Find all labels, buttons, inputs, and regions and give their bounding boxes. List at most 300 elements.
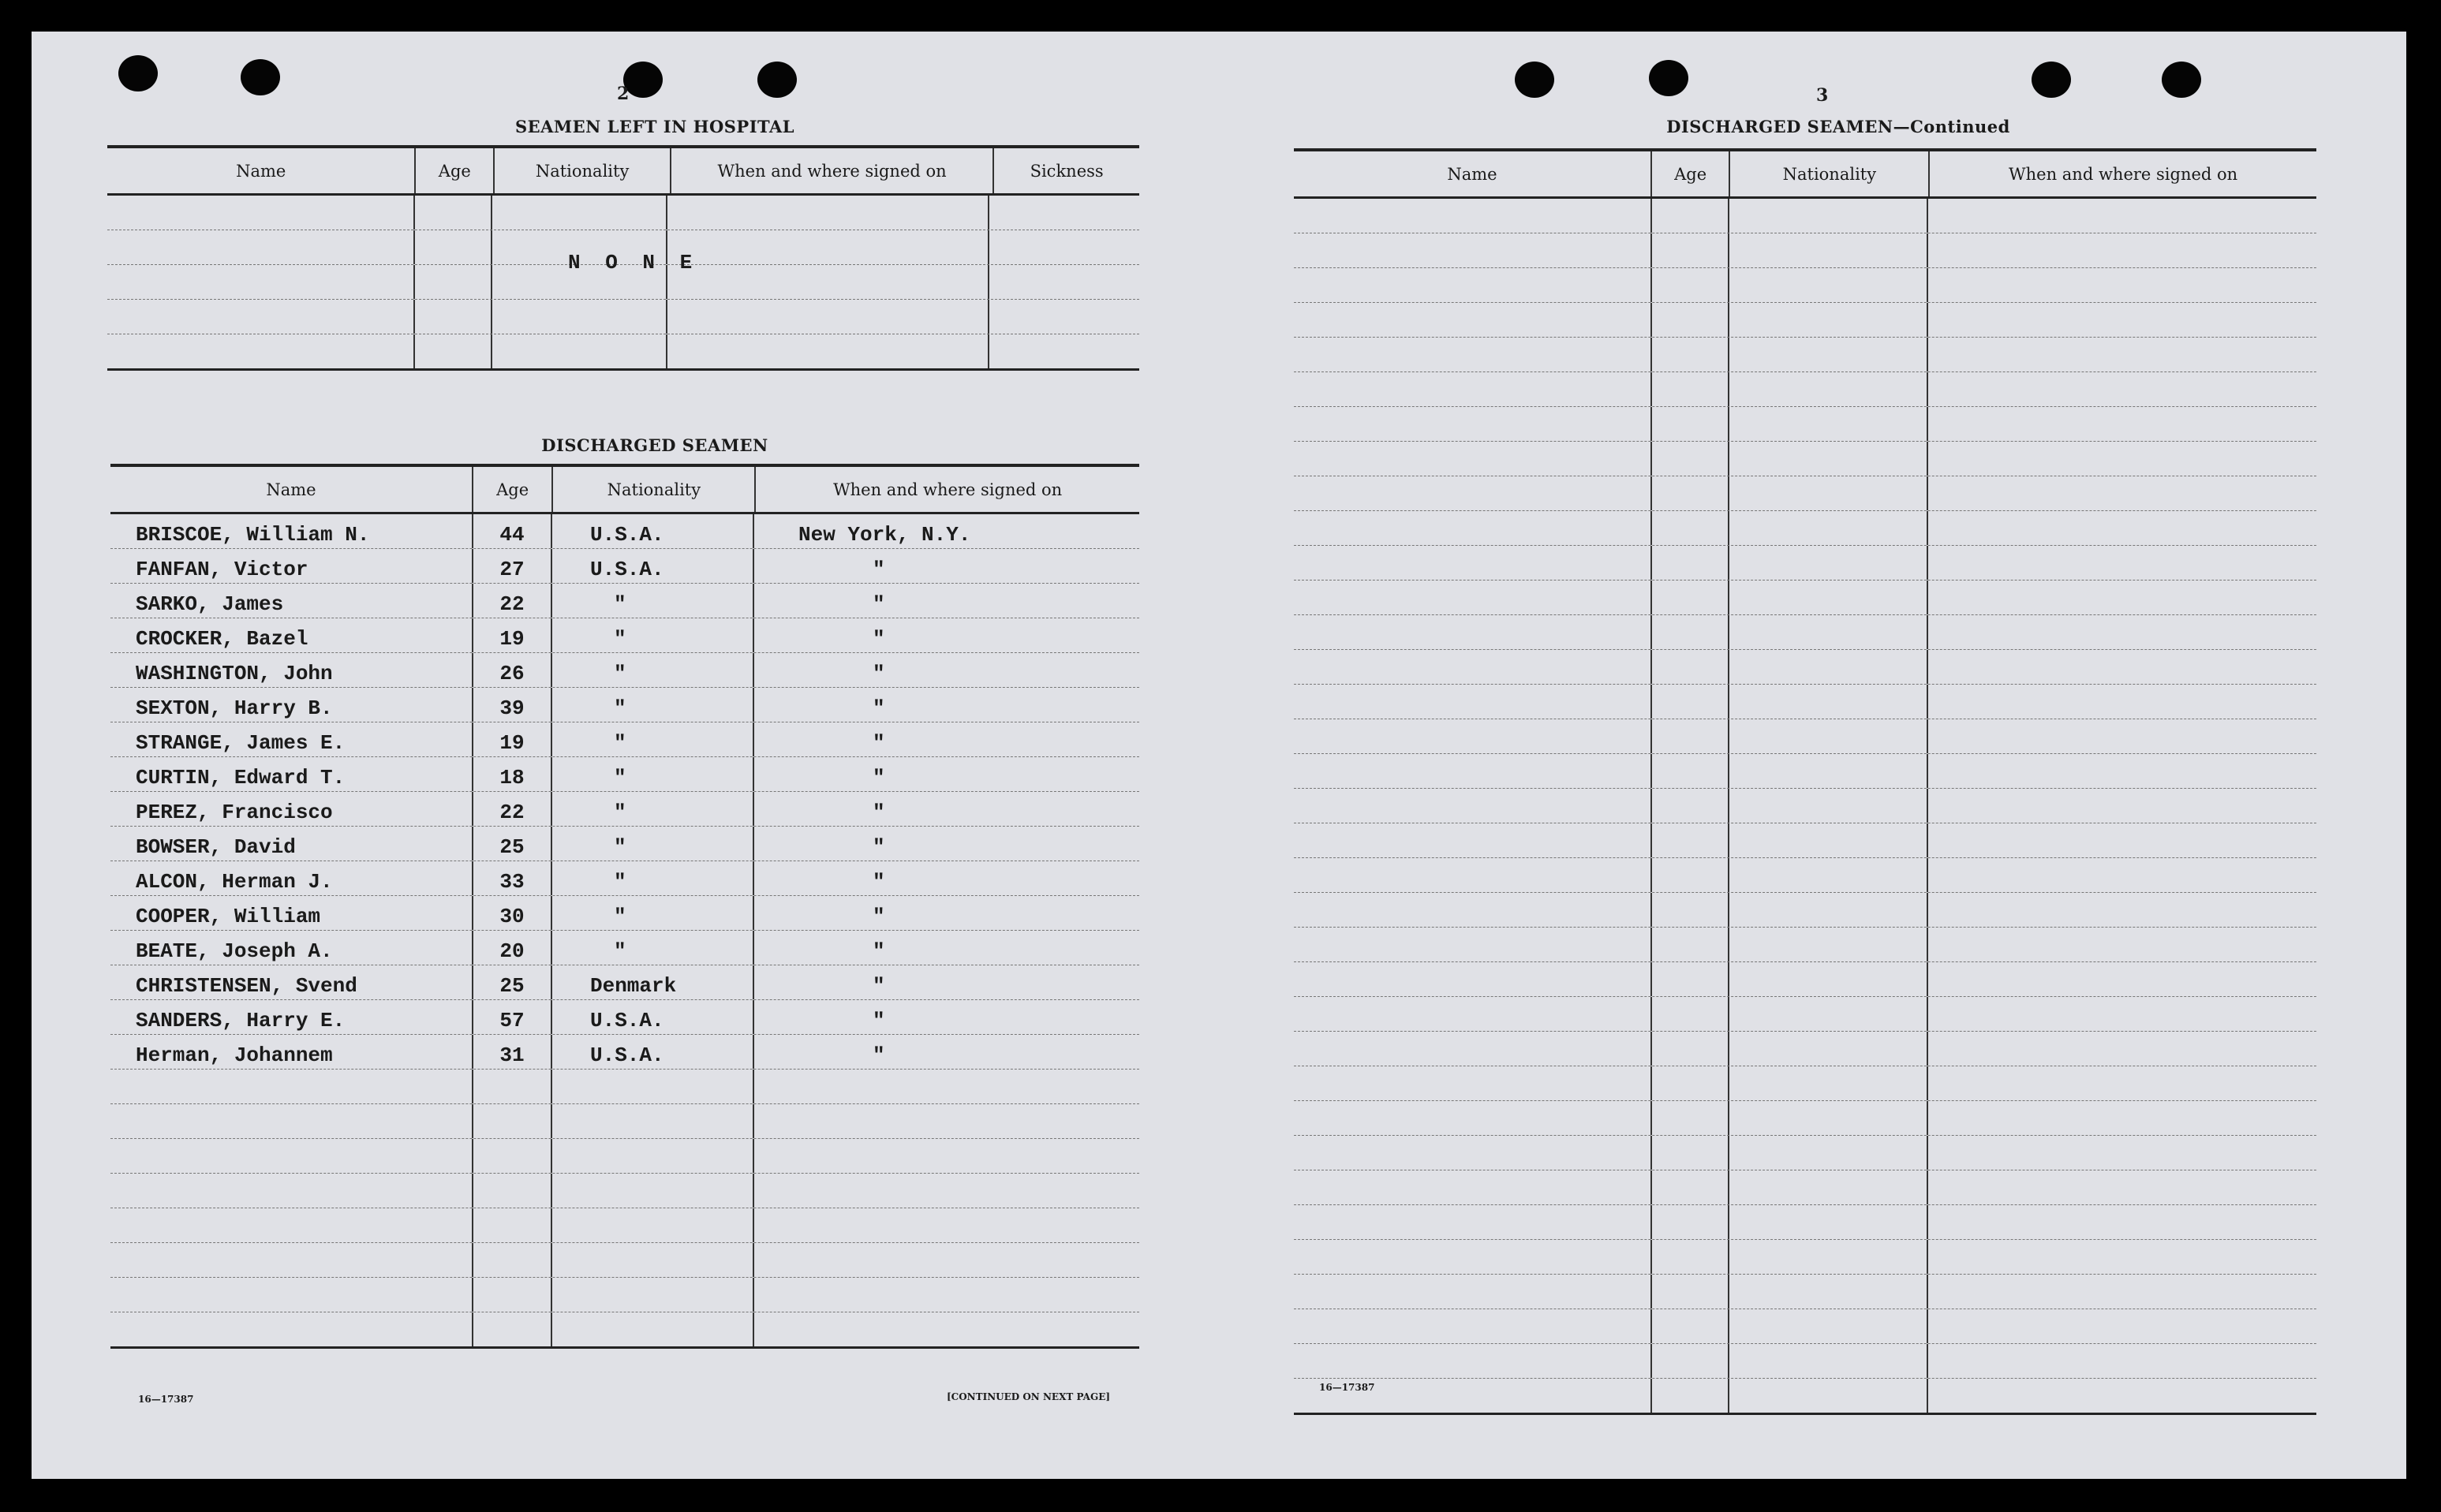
cell-nationality [1729,1240,1928,1274]
cell-name: CURTIN, Edward T. [110,757,473,791]
table-row [1294,233,2316,268]
hospital-section-title: SEAMEN LEFT IN HOSPITAL [514,117,795,136]
cell-signed_on: " [873,627,885,651]
cell-age: 22 [473,584,552,618]
cell-signed_on: " [873,939,885,963]
cell-signed_on [1928,1136,2316,1170]
cell-nationality [1729,233,1928,267]
cell-name [1294,338,1652,371]
cell-nationality: " [552,896,754,930]
discharged-table [110,464,1139,1349]
cell-signed_on: " [873,1043,885,1067]
cell-age [1652,1101,1729,1135]
cell-signed_on [1928,615,2316,649]
cell-age: 33 [473,861,552,895]
cell-name: Herman, Johannem [110,1035,473,1069]
form-number-right: 16—17387 [1319,1382,1375,1393]
cell-name: STRANGE, James E. [110,722,473,756]
discharged-continued-title: DISCHARGED SEAMEN—Continued [1666,117,2010,136]
cell-age [473,1139,552,1173]
cell-age [473,1104,552,1138]
col-header-sickness: Sickness [1030,161,1104,181]
cell-nationality: Denmark [552,965,754,999]
cell-age [1652,685,1729,719]
cell-nationality [1729,1205,1928,1239]
cell-age [1652,615,1729,649]
cell-signed_on: " [873,731,885,755]
punch-hole [241,59,280,95]
punch-hole [2162,62,2201,98]
table-row [110,1070,1139,1104]
table-row [1294,1379,2316,1413]
table-row [110,1208,1139,1243]
cell-signed_on [1928,789,2316,823]
cell-signed_on [1928,685,2316,719]
cell-age: 27 [473,549,552,583]
cell-name: SEXTON, Harry B. [110,688,473,722]
cell-signed_on [754,1070,1139,1103]
cell-nationality: U.S.A. [552,1035,754,1069]
cell-signed_on [1928,303,2316,337]
cell-name [1294,199,1652,233]
cell-name [1294,928,1652,961]
cell-signed_on [1928,372,2316,406]
cell-name: BEATE, Joseph A. [110,931,473,965]
table-row [110,896,1139,931]
cell-signed_on [1928,476,2316,510]
cell-signed_on [1928,233,2316,267]
cell-nationality: " [552,653,754,687]
table-row [110,1174,1139,1208]
cell-nationality [1729,407,1928,441]
cell-signed_on: " [873,558,885,581]
cell-age [1652,338,1729,371]
table-row [1294,372,2316,407]
cell-age [1652,962,1729,996]
table-row [1294,511,2316,546]
cell-age [1652,199,1729,233]
table-row [1294,1032,2316,1066]
cell-signed_on: New York, N.Y. [798,523,971,547]
cell-signed_on: " [873,766,885,790]
cell-nationality [552,1312,754,1346]
col-header-nationality: Nationality [1730,151,1930,196]
cell-age [1652,1344,1729,1378]
discharged-section-title: DISCHARGED SEAMEN [541,435,768,455]
table-row [1294,303,2316,338]
cell-nationality: " [552,861,754,895]
cell-signed_on [1928,823,2316,857]
cell-signed_on [1928,338,2316,371]
cell-age: 22 [473,792,552,826]
cell-nationality [1729,615,1928,649]
cell-signed_on [1928,1032,2316,1066]
cell-signed_on [1928,407,2316,441]
cell-age [1652,1066,1729,1100]
table-row [110,965,1139,1000]
table-row [110,1000,1139,1035]
document-sheet [32,32,2406,1479]
cell-signed_on [1928,1170,2316,1204]
table-row [1294,719,2316,754]
cell-name [1294,893,1652,927]
cell-name [110,1104,473,1138]
table-row [1294,1205,2316,1240]
table-row [1294,685,2316,719]
table-row [1294,962,2316,997]
table-row [110,757,1139,792]
cell-nationality: " [552,931,754,965]
table-row [110,1243,1139,1278]
cell-signed_on: " [873,696,885,720]
discharged-table-header [110,464,1139,514]
punch-hole [2032,62,2071,98]
cell-age: 19 [473,618,552,652]
cell-age [1652,719,1729,753]
punch-hole [757,62,797,98]
cell-name [110,1070,473,1103]
table-row [1294,476,2316,511]
cell-age [1652,303,1729,337]
cell-name [1294,997,1652,1031]
cell-nationality: " [552,827,754,861]
cell-nationality: U.S.A. [552,514,754,548]
cell-age [473,1312,552,1346]
cell-nationality: " [552,757,754,791]
table-row [1294,546,2316,581]
cell-name: CROCKER, Bazel [110,618,473,652]
cell-name [1294,650,1652,684]
cell-age [1652,546,1729,580]
cell-name [1294,615,1652,649]
hospital-table-body [107,196,1139,371]
cell-name: CHRISTENSEN, Svend [110,965,473,999]
cell-signed_on [1928,268,2316,302]
table-row [110,618,1139,653]
cell-name [1294,789,1652,823]
hospital-table-header [107,145,1139,196]
table-row [1294,338,2316,372]
table-row [110,1104,1139,1139]
cell-nationality [1729,268,1928,302]
cell-name: WASHINGTON, John [110,653,473,687]
cell-signed_on [754,1208,1139,1242]
cell-name [110,1312,473,1346]
cell-name [1294,233,1652,267]
cell-name [1294,1309,1652,1343]
cell-nationality [1729,997,1928,1031]
cell-age [1652,511,1729,545]
cell-age [473,1174,552,1208]
cell-age [1652,442,1729,476]
cell-signed_on [1928,719,2316,753]
table-row [107,334,1139,368]
cell-nationality [1729,1170,1928,1204]
cell-age [1652,372,1729,406]
punch-hole [1515,62,1554,98]
discharged-table-body [110,514,1139,1349]
cell-name [1294,1136,1652,1170]
cell-age [1652,1136,1729,1170]
cell-name [1294,719,1652,753]
cell-nationality [1729,1032,1928,1066]
cell-name [1294,372,1652,406]
cell-age: 20 [473,931,552,965]
discharged-continued-body [1294,199,2316,1415]
cell-signed_on [1928,199,2316,233]
cell-signed_on [1928,1275,2316,1309]
table-row [110,722,1139,757]
cell-nationality [1729,511,1928,545]
cell-name [1294,858,1652,892]
cell-name [1294,1032,1652,1066]
cell-age: 57 [473,1000,552,1034]
cell-nationality [552,1139,754,1173]
cell-nationality [552,1070,754,1103]
cell-age [1652,789,1729,823]
cell-name [1294,581,1652,614]
col-header-name: Name [107,148,416,193]
cell-name [1294,1344,1652,1378]
col-header-age: Age [1652,151,1731,196]
cell-nationality [1729,962,1928,996]
cell-nationality [1729,338,1928,371]
form-number-left: 16—17387 [138,1394,194,1405]
table-row [1294,1101,2316,1136]
cell-signed_on [1928,1205,2316,1239]
table-row [110,931,1139,965]
cell-signed_on: " [873,801,885,824]
cell-nationality [1729,1275,1928,1309]
cell-age [1652,823,1729,857]
discharged-continued-table [1294,148,2316,1415]
cell-age [473,1278,552,1312]
cell-nationality [552,1104,754,1138]
cell-name [1294,546,1652,580]
cell-name [1294,1275,1652,1309]
table-row [1294,928,2316,962]
col-header-signed-on: When and where signed on [2009,164,2238,184]
cell-signed_on [754,1312,1139,1346]
cell-age [1652,581,1729,614]
cell-nationality: " [552,618,754,652]
cell-name [1294,754,1652,788]
cell-age [1652,1240,1729,1274]
cell-signed_on: " [873,905,885,928]
cell-nationality: " [552,722,754,756]
punch-hole [118,55,158,91]
table-row [1294,1275,2316,1309]
table-row [1294,754,2316,789]
cell-nationality [552,1208,754,1242]
cell-nationality [1729,1344,1928,1378]
cell-age [473,1208,552,1242]
cell-nationality [1729,823,1928,857]
hospital-none-entry: N O N E [568,251,699,274]
punch-hole [1649,60,1688,96]
col-header-name: Name [1294,151,1652,196]
cell-nationality [1729,754,1928,788]
col-header-name: Name [110,467,473,512]
table-row [1294,823,2316,858]
cell-age [1652,893,1729,927]
cell-name [1294,303,1652,337]
cell-nationality [1729,650,1928,684]
cell-signed_on [1928,893,2316,927]
cell-nationality: " [552,792,754,826]
table-row [110,792,1139,827]
cell-name [1294,823,1652,857]
cell-name: ALCON, Herman J. [110,861,473,895]
table-row [110,1035,1139,1070]
cell-nationality [1729,1066,1928,1100]
cell-name [110,1208,473,1242]
cell-name: BOWSER, David [110,827,473,861]
cell-age: 44 [473,514,552,548]
cell-age [1652,233,1729,267]
table-row [1294,789,2316,823]
cell-nationality [1729,372,1928,406]
cell-signed_on [1928,997,2316,1031]
col-header-nationality: Nationality [495,148,671,193]
cell-nationality [1729,1136,1928,1170]
cell-age: 25 [473,965,552,999]
cell-nationality [552,1278,754,1312]
table-row [1294,893,2316,928]
table-row [110,584,1139,618]
cell-name [1294,407,1652,441]
cell-signed_on [1928,962,2316,996]
cell-name: COOPER, William [110,896,473,930]
table-row [110,688,1139,722]
cell-age: 25 [473,827,552,861]
cell-name: FANFAN, Victor [110,549,473,583]
cell-nationality: U.S.A. [552,549,754,583]
table-row [1294,199,2316,233]
cell-nationality [1729,719,1928,753]
col-header-nationality: Nationality [553,467,756,512]
cell-signed_on [1928,1101,2316,1135]
cell-name [1294,1205,1652,1239]
cell-signed_on: " [873,1009,885,1032]
cell-signed_on [754,1104,1139,1138]
cell-age: 31 [473,1035,552,1069]
cell-nationality [1729,1309,1928,1343]
cell-name [1294,685,1652,719]
cell-age: 19 [473,722,552,756]
table-row [110,549,1139,584]
cell-name [1294,268,1652,302]
table-row [110,1278,1139,1312]
cell-age: 26 [473,653,552,687]
cell-age [1652,997,1729,1031]
cell-signed_on [754,1278,1139,1312]
continued-note: [CONTINUED ON NEXT PAGE] [947,1391,1111,1402]
cell-nationality: " [552,584,754,618]
cell-signed_on [1928,858,2316,892]
table-row [1294,581,2316,615]
cell-signed_on [1928,442,2316,476]
cell-age [1652,1032,1729,1066]
col-header-signed-on: When and where signed on [671,148,994,193]
table-row [110,514,1139,549]
cell-age [1652,407,1729,441]
cell-name: SANDERS, Harry E. [110,1000,473,1034]
cell-age [1652,858,1729,892]
cell-age [1652,1379,1729,1413]
cell-age [473,1070,552,1103]
cell-signed_on [1928,511,2316,545]
cell-nationality [1729,476,1928,510]
cell-age: 18 [473,757,552,791]
cell-name [1294,442,1652,476]
cell-signed_on [1928,928,2316,961]
table-row [1294,1170,2316,1205]
cell-age [1652,1309,1729,1343]
cell-name [110,1243,473,1277]
cell-signed_on: " [873,835,885,859]
cell-signed_on [1928,650,2316,684]
cell-nationality [1729,442,1928,476]
cell-nationality [1729,546,1928,580]
page-number-right: 3 [1816,85,1829,106]
cell-nationality [1729,685,1928,719]
cell-nationality [1729,789,1928,823]
cell-name [1294,476,1652,510]
cell-name [1294,962,1652,996]
cell-signed_on: " [873,870,885,894]
cell-nationality [1729,928,1928,961]
table-row [1294,1136,2316,1170]
cell-age [1652,1170,1729,1204]
cell-nationality [1729,1379,1928,1413]
table-row [1294,268,2316,303]
table-row [110,827,1139,861]
cell-name [1294,1240,1652,1274]
cell-name [1294,1101,1652,1135]
cell-age [1652,1205,1729,1239]
cell-nationality [1729,199,1928,233]
col-header-age: Age [416,148,495,193]
cell-nationality [1729,303,1928,337]
cell-signed_on [1928,546,2316,580]
punch-hole [623,62,663,98]
page-number-left: 2 [617,84,630,104]
cell-name [110,1174,473,1208]
cell-name: PEREZ, Francisco [110,792,473,826]
cell-age: 30 [473,896,552,930]
cell-nationality [552,1174,754,1208]
table-row [1294,1344,2316,1379]
table-row [1294,997,2316,1032]
table-row [1294,442,2316,476]
cell-signed_on: " [873,662,885,685]
cell-age [473,1243,552,1277]
table-row [1294,650,2316,685]
cell-age [1652,754,1729,788]
cell-signed_on [754,1174,1139,1208]
cell-name: SARKO, James [110,584,473,618]
cell-signed_on [754,1243,1139,1277]
cell-nationality [1729,581,1928,614]
cell-name: BRISCOE, William N. [110,514,473,548]
table-row [1294,1309,2316,1344]
cell-name [1294,1170,1652,1204]
cell-signed_on [1928,754,2316,788]
table-row [110,861,1139,896]
cell-signed_on [1928,1344,2316,1378]
cell-nationality [1729,1101,1928,1135]
